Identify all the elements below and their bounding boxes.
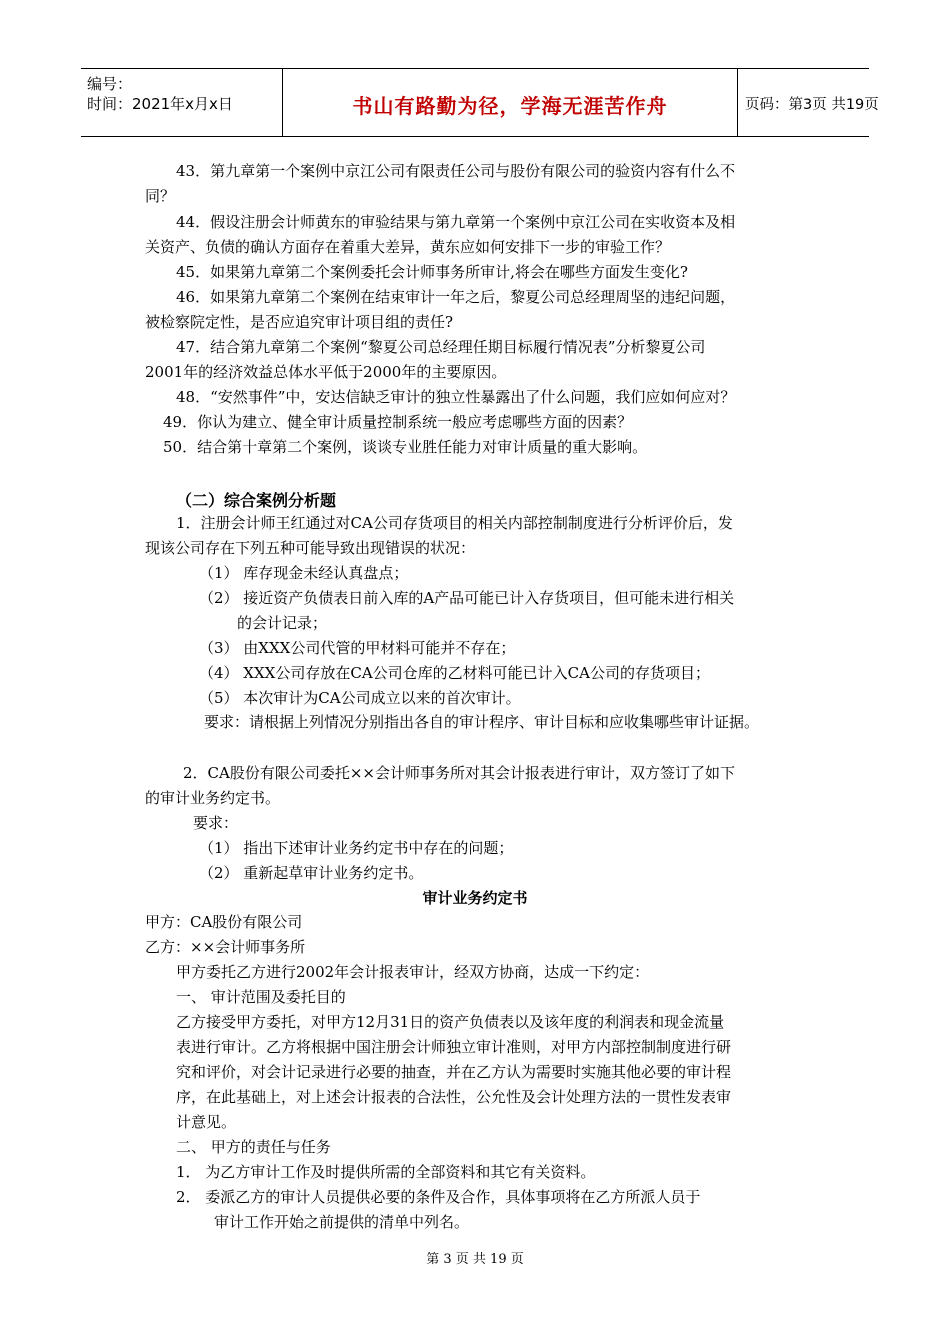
contract-section-1-title: 一、 审计范围及委托目的 <box>176 988 346 1006</box>
question-48: 48．“安然事件”中，安达信缺乏审计的独立性暴露出了什么问题，我们应如何应对？ <box>176 388 736 406</box>
case1-item-3: （3） 由XXX公司代管的甲材料可能并不存在； <box>199 639 516 657</box>
page-footer: 第 3 页 共 19 页 <box>426 1252 524 1267</box>
contract-section-1-line2: 表进行审计。乙方将根据中国注册会计师独立审计准则，对甲方内部控制制度进行研 <box>176 1038 732 1056</box>
question-46-line2: 被检察院定性，是否应追究审计项目组的责任? <box>145 313 454 331</box>
contract-party-b: 乙方：××会计师事务所 <box>145 938 306 956</box>
contract-item-2-line2: 审计工作开始之前提供的清单中列名。 <box>214 1213 470 1231</box>
contract-party-a: 甲方：CA股份有限公司 <box>145 913 303 931</box>
question-47-line2: 2001年的经济效益总体水平低于2000年的主要原因。 <box>145 363 507 381</box>
question-44-line2: 关资产、负债的确认方面存在着重大差异，黄东应如何安排下一步的审验工作？ <box>145 238 671 256</box>
header-page-cell <box>737 69 879 136</box>
contract-item-2-line1: 2． 委派乙方的审计人员提供必要的条件及合作，具体事项将在乙方所派人员于 <box>176 1188 701 1206</box>
motto: 书山有路勤为径，学海无涯苦作舟 <box>352 94 668 118</box>
question-45: 45．如果第九章第二个案例委托会计师事务所审计,将会在哪些方面发生变化? <box>176 263 688 281</box>
case1-line2: 现该公司存在下列五种可能导致出现错误的状况： <box>145 539 476 557</box>
document-header <box>81 68 879 137</box>
case2-item-2: （2） 重新起草审计业务约定书。 <box>199 864 424 882</box>
case1-item-2-line2: 的会计记录； <box>237 614 328 632</box>
contract-section-2-title: 二、 甲方的责任与任务 <box>176 1138 331 1156</box>
header-page-info: 页码：第3页 共19页 <box>745 97 879 113</box>
case1-line1: 1．注册会计师王红通过对CA公司存货项目的相关内部控制制度进行分析评价后，发 <box>176 514 733 532</box>
question-44-line1: 44．假设注册会计师黄东的审验结果与第九章第一个案例中京江公司在实收资本及相 <box>176 213 736 231</box>
case1-requirement: 要求：请根据上列情况分别指出各自的审计程序、审计目标和应收集哪些审计证据。 <box>204 713 760 731</box>
case1-item-1: （1） 库存现金未经认真盘点； <box>199 564 409 582</box>
header-motto-cell <box>282 69 738 136</box>
question-43-line1: 43．第九章第一个案例中京江公司有限责任公司与股份有限公司的验资内容有什么不 <box>176 162 736 180</box>
case2-item-1: （1） 指出下述审计业务约定书中存在的问题； <box>199 839 514 857</box>
question-43-line2: 同？ <box>145 187 176 205</box>
contract-section-1-line4: 序，在此基础上，对上述会计报表的合法性，公允性及会计处理方法的一贯性发表审 <box>176 1088 732 1106</box>
case1-item-2-line1: （2） 接近资产负债表日前入库的A产品可能已计入存货项目，但可能未进行相关 <box>199 589 735 607</box>
header-meta-cell <box>81 69 282 136</box>
doc-date: 时间：2021年x月x日 <box>87 95 233 113</box>
contract-section-1-line3: 究和评价，对会计记录进行必要的抽查，并在乙方认为需要时实施其他必要的审计程 <box>176 1063 732 1081</box>
contract-title: 审计业务约定书 <box>422 889 528 907</box>
question-46-line1: 46．如果第九章第二个案例在结束审计一年之后，黎夏公司总经理周坚的违纪问题， <box>176 288 736 306</box>
contract-intro: 甲方委托乙方进行2002年会计报表审计，经双方协商，达成一下约定： <box>176 963 650 981</box>
question-50: 50．结合第十章第二个案例，谈谈专业胜任能力对审计质量的重大影响。 <box>163 438 648 456</box>
case1-item-5: （5） 本次审计为CA公司成立以来的首次审计。 <box>199 689 521 707</box>
question-47-line1: 47．结合第九章第二个案例“黎夏公司总经理任期目标履行情况表”分析黎夏公司 <box>176 338 706 356</box>
doc-number-label: 编号： <box>87 75 133 93</box>
section-heading: （二）综合案例分析题 <box>176 491 337 510</box>
question-49: 49．你认为建立、健全审计质量控制系统一般应考虑哪些方面的因素？ <box>163 413 633 431</box>
case2-line1: 2．CA股份有限公司委托××会计师事务所对其会计报表进行审计，双方签订了如下 <box>183 764 735 782</box>
case2-requirement-label: 要求： <box>193 814 239 832</box>
contract-item-1: 1． 为乙方审计工作及时提供所需的全部资料和其它有关资料。 <box>176 1163 596 1181</box>
case1-item-4: （4） XXX公司存放在CA公司仓库的乙材料可能已计入CA公司的存货项目； <box>199 664 710 682</box>
contract-section-1-line5: 计意见。 <box>176 1113 237 1131</box>
case2-line2: 的审计业务约定书。 <box>145 789 281 807</box>
contract-section-1-line1: 乙方接受甲方委托，对甲方12月31日的资产负债表以及该年度的利润表和现金流量 <box>176 1013 725 1031</box>
